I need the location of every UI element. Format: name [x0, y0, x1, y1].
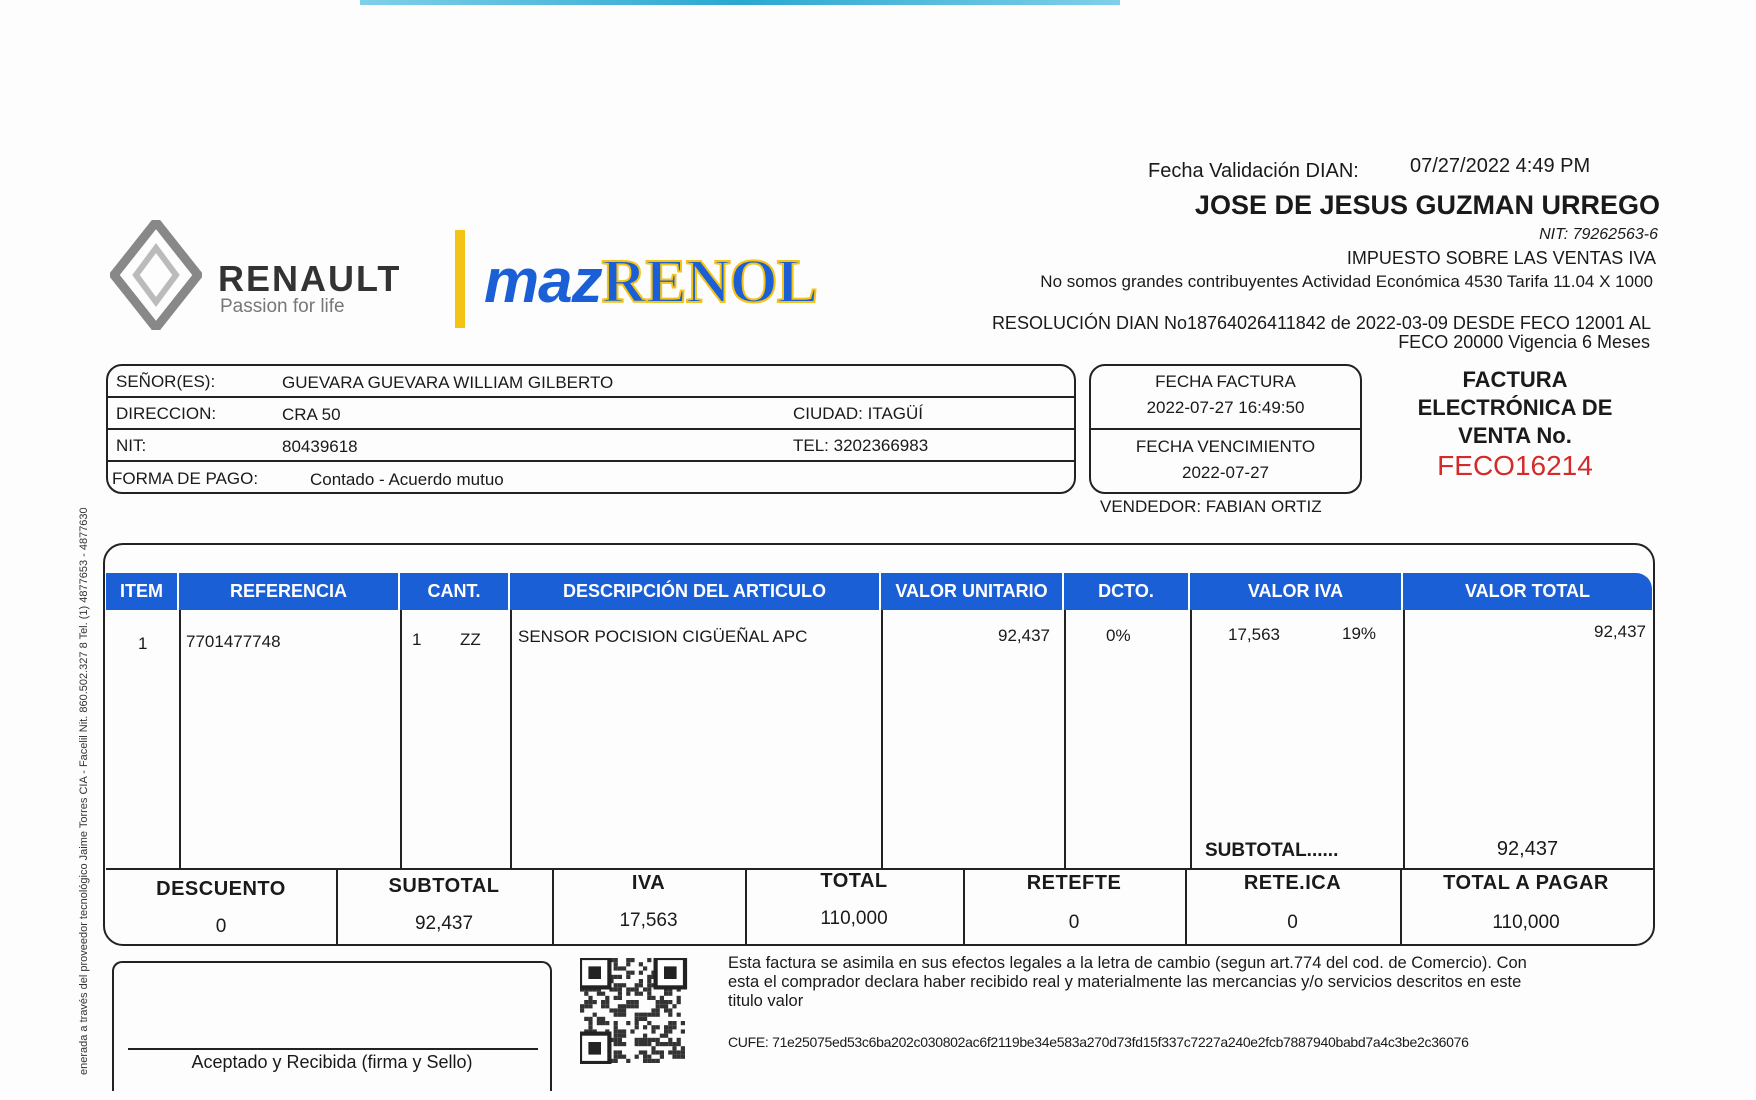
- renault-logo-icon: [110, 220, 202, 330]
- resolution-line-1: RESOLUCIÓN DIAN No18764026411842 de 2022-03-09 DESDE FECO 12001 AL: [991, 313, 1651, 333]
- row-unit-value: 92,437: [998, 626, 1050, 645]
- issuer-tax: IMPUESTO SOBRE LAS VENTAS IVA: [1346, 248, 1656, 268]
- retefte-label: RETEFTE: [1026, 872, 1122, 894]
- reteica-value: 0: [1287, 912, 1298, 933]
- total-subtotal-label: SUBTOTAL: [388, 875, 500, 897]
- invoice-title-line: VENTA No.: [1458, 423, 1572, 448]
- scan-edge: [360, 0, 1120, 5]
- invoice-date: 2022-07-27 16:49:50: [1146, 398, 1305, 417]
- invoice-title-line: ELECTRÓNICA DE: [1417, 395, 1613, 420]
- address-label: DIRECCION:: [116, 404, 217, 423]
- row-quantity: 1: [412, 630, 422, 649]
- row-iva-rate: 19%: [1342, 624, 1377, 643]
- row-discount: 0%: [1106, 626, 1131, 645]
- mazrenol-logo: [484, 246, 817, 318]
- seller: VENDEDOR: FABIAN ORTIZ: [1100, 497, 1322, 516]
- issuer-nit: NIT: 79262563-6: [1539, 226, 1658, 243]
- header-iva-value: VALOR IVA: [1190, 573, 1403, 610]
- phone-value: TEL: 3202366983: [793, 436, 929, 455]
- invoice-title: [1400, 366, 1630, 450]
- city-value: CIUDAD: ITAGÜÍ: [793, 404, 924, 423]
- reteica-label: RETE.ICA: [1243, 872, 1342, 894]
- header-description: DESCRIPCIÓN DEL ARTICULO: [510, 573, 881, 610]
- total-discount-label: DESCUENTO: [156, 878, 286, 900]
- row-iva: 17,563: [1228, 625, 1280, 644]
- renault-wordmark: RENAULT: [218, 258, 402, 299]
- legal-text: [728, 954, 1527, 1011]
- due-date: 2022-07-27: [1182, 463, 1269, 482]
- total-value: 110,000: [820, 908, 888, 929]
- row-unit: ZZ: [460, 630, 481, 649]
- retefte-value: 0: [1068, 912, 1080, 933]
- row-item: 1: [138, 634, 148, 653]
- logo-divider: [455, 230, 465, 328]
- due-date-label: FECHA VENCIMIENTO: [1135, 437, 1316, 456]
- provider-note: enerada a través del proveedor tecnológico Jaime Torres CIA - Facelil Nit. 860.502.327 8 Tel. (1) 4877653 - 4877630: [78, 507, 90, 1075]
- header-unit-value: VALOR UNITARIO: [881, 573, 1064, 610]
- legal-line: Esta factura se asimila en sus efectos legales a la letra de cambio (segun art.774 del cod. de Comercio). Con: [728, 954, 1527, 972]
- total-discount-value: 0: [215, 916, 227, 937]
- total-label: TOTAL: [820, 870, 888, 892]
- total-iva-label: IVA: [631, 872, 666, 894]
- legal-line: titulo valor: [728, 992, 804, 1010]
- logo-renol: RENOL: [601, 248, 818, 316]
- row-total: 92,437: [1594, 622, 1646, 641]
- renault-tagline: Passion for life: [220, 296, 345, 317]
- legal-line: esta el comprador declara haber recibido real y materialmente las mercancias y/o servicios descritos en este: [728, 973, 1522, 991]
- header-reference: REFERENCIA: [179, 573, 400, 610]
- validation-value: 07/27/2022 4:49 PM: [1410, 155, 1591, 177]
- total-subtotal-value: 92,437: [414, 913, 474, 934]
- payment-value: Contado - Acuerdo mutuo: [310, 470, 504, 489]
- resolution-line-2: FECO 20000 Vigencia 6 Meses: [1398, 332, 1650, 352]
- validation-label: Fecha Validación DIAN:: [1148, 160, 1359, 182]
- header-discount: DCTO.: [1064, 573, 1190, 610]
- issuer-name: JOSE DE JESUS GUZMAN URREGO: [1194, 190, 1660, 220]
- signature-label: Aceptado y Recibida (firma y Sello): [191, 1052, 473, 1072]
- header-item: ITEM: [106, 573, 179, 610]
- payment-label: FORMA DE PAGO:: [112, 469, 259, 488]
- logo-maz: maz: [484, 247, 602, 316]
- customer-nit-label: NIT:: [116, 436, 147, 455]
- invoice-number: FECO16214: [1437, 450, 1593, 481]
- customer-name: GUEVARA GUEVARA WILLIAM GILBERTO: [282, 373, 614, 392]
- invoice-date-label: FECHA FACTURA: [1155, 372, 1296, 391]
- total-to-pay-label: TOTAL A PAGAR: [1443, 872, 1609, 894]
- total-to-pay-value: 110,000: [1492, 912, 1560, 933]
- invoice-title-line: FACTURA: [1462, 367, 1568, 392]
- cufe: CUFE: 71e25075ed53c6ba202c030802ac6f2119be34e583a270d73fd15f337c7227a240e2fcb7887940babd7a4c3be2c36076: [728, 1034, 1469, 1050]
- total-iva-value: 17,563: [619, 910, 678, 931]
- customer-name-label: SEÑOR(ES):: [116, 372, 216, 391]
- subtotal-value: 92,437: [1496, 838, 1559, 860]
- qr-code-icon: [580, 958, 690, 1064]
- header-total-value: VALOR TOTAL: [1403, 573, 1652, 610]
- header-quantity: CANT.: [400, 573, 510, 610]
- row-description: SENSOR POCISION CIGÜEÑAL APC: [518, 627, 808, 646]
- issuer-activity: No somos grandes contribuyentes Actividad Económica 4530 Tarifa 11.04 X 1000: [1040, 272, 1653, 291]
- row-reference: 7701477748: [186, 632, 281, 651]
- customer-nit: 80439618: [282, 437, 358, 456]
- subtotal-label: SUBTOTAL......: [1205, 840, 1339, 861]
- address-value: CRA 50: [282, 405, 341, 424]
